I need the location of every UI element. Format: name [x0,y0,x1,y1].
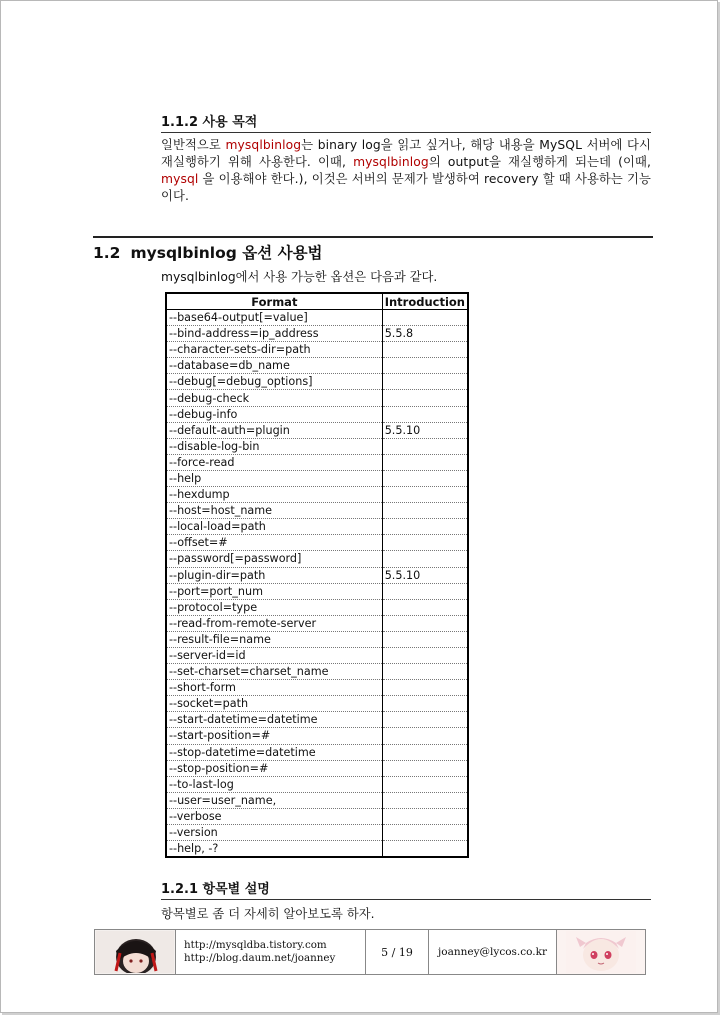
option-introduction: 5.5.10 [382,422,468,438]
table-row [166,470,468,486]
option-format: --force-read [166,454,382,470]
table-row [166,567,468,583]
table-row [166,631,468,647]
table-row [166,647,468,663]
character-portrait-icon [96,931,174,973]
option-introduction [382,454,468,470]
option-introduction [382,599,468,615]
table-row [166,487,468,503]
option-format: --hexdump [166,487,382,503]
option-format: --port=port_num [166,583,382,599]
option-format: --character-sets-dir=path [166,342,382,358]
footer-links [176,930,366,974]
option-introduction [382,390,468,406]
option-introduction [382,487,468,503]
option-introduction: 5.5.10 [382,567,468,583]
option-introduction [382,776,468,792]
option-introduction [382,470,468,486]
table-row [166,358,468,374]
options-intro: mysqlbinlog에서 사용 가능한 옵션은 다음과 같다. [161,270,438,284]
table-header-row [166,293,468,310]
option-format: --version [166,825,382,841]
table-row [166,519,468,535]
header-format: Format [166,293,382,310]
option-introduction [382,551,468,567]
table-row [166,390,468,406]
table-row [166,503,468,519]
heading-1-2 [93,241,323,263]
option-introduction [382,792,468,808]
option-format: --debug[=debug_options] [166,374,382,390]
table-row [166,744,468,760]
table-row [166,310,468,326]
option-introduction [382,438,468,454]
detail-intro: 항목별로 좀 더 자세히 알아보도록 하자. [161,907,375,921]
option-introduction: 5.5.8 [382,326,468,342]
option-introduction [382,615,468,631]
option-introduction [382,535,468,551]
table-row [166,599,468,615]
author-avatar-image [95,930,176,974]
heading-title: 사용 목적 [202,115,258,130]
option-introduction [382,519,468,535]
purpose-paragraph [161,137,651,205]
text-run: 일반적으로 [161,138,226,152]
text-run: 는 binary log을 읽고 싶거나, 해당 내용을 MySQL 서버에 다시 재실행하기 위해 사용한다. 이때, [161,138,652,169]
option-format: --to-last-log [166,776,382,792]
option-format: --database=db_name [166,358,382,374]
table-row [166,680,468,696]
heading-number: 1.1.2 [161,115,199,130]
heading-number: 1.2 [93,244,121,262]
table-row [166,342,468,358]
option-introduction [382,631,468,647]
header-introduction: Introduction [382,293,468,310]
heading-title: 항목별 설명 [202,882,270,897]
table-row [166,825,468,841]
table-row [166,776,468,792]
option-introduction [382,342,468,358]
option-format: --debug-info [166,406,382,422]
option-format: --start-datetime=datetime [166,712,382,728]
table-row [166,841,468,858]
option-format: --help [166,470,382,486]
highlight-mysql: mysql [161,172,199,186]
option-format: --debug-check [166,390,382,406]
table-row [166,374,468,390]
option-introduction [382,358,468,374]
option-format: --protocol=type [166,599,382,615]
option-introduction [382,808,468,824]
option-format: --disable-log-bin [166,438,382,454]
highlight-mysqlbinlog: mysqlbinlog [225,138,302,152]
table-row [166,454,468,470]
option-format: --bind-address=ip_address [166,326,382,342]
options-table [165,292,469,858]
option-introduction [382,406,468,422]
option-introduction [382,825,468,841]
table-row [166,406,468,422]
option-format: --plugin-dir=path [166,567,382,583]
option-format: --offset=# [166,535,382,551]
option-format: --local-load=path [166,519,382,535]
table-row [166,535,468,551]
option-format: --socket=path [166,696,382,712]
table-row [166,808,468,824]
option-format: --result-file=name [166,631,382,647]
option-format: --set-charset=charset_name [166,664,382,680]
author-email[interactable]: joanney@lycos.co.kr [429,930,557,974]
highlight-mysqlbinlog: mysqlbinlog [353,155,429,169]
option-format: --stop-position=# [166,760,382,776]
blog-link-daum[interactable]: http://blog.daum.net/joanney [184,952,336,964]
option-format: --short-form [166,680,382,696]
page-footer [94,929,646,975]
table-row [166,664,468,680]
table-row [166,551,468,567]
table-row [166,438,468,454]
option-format: --default-auth=plugin [166,422,382,438]
option-format: --base64-output[=value] [166,310,382,326]
option-format: --start-position=# [166,728,382,744]
table-row [166,583,468,599]
heading-title-ko: 옵션 사용법 [242,244,323,262]
option-format: --user=user_name, [166,792,382,808]
table-row [166,712,468,728]
option-format: --verbose [166,808,382,824]
table-row [166,422,468,438]
heading-1-2-1 [161,878,651,900]
option-format: --read-from-remote-server [166,615,382,631]
option-format: --stop-datetime=datetime [166,744,382,760]
option-introduction [382,583,468,599]
option-introduction [382,841,468,858]
page-number: 5 / 19 [366,930,429,974]
option-format: --help, -? [166,841,382,858]
table-row [166,326,468,342]
text-run: 의 output을 재실행하게 되는데 (이때, [428,155,651,169]
option-format: --server-id=id [166,647,382,663]
heading-1-1-2 [161,111,651,133]
blog-link-tistory[interactable]: http://mysqldba.tistory.com [184,939,327,951]
option-introduction [382,712,468,728]
option-introduction [382,647,468,663]
option-introduction [382,503,468,519]
heading-title-en: mysqlbinlog [130,244,237,262]
table-row [166,696,468,712]
table-row [166,760,468,776]
anime-girl-icon [566,931,636,973]
table-row [166,728,468,744]
mascot-image [557,930,645,974]
option-introduction [382,760,468,776]
option-introduction [382,728,468,744]
option-introduction [382,744,468,760]
option-format: --password[=password] [166,551,382,567]
option-format: --host=host_name [166,503,382,519]
text-run: 을 이용해야 한다.), 이것은 서버의 문제가 발생하여 recovery 할 때 사용하는 기능이다. [161,172,651,203]
option-introduction [382,310,468,326]
option-introduction [382,374,468,390]
option-introduction [382,696,468,712]
section-divider [93,236,653,238]
option-introduction [382,680,468,696]
table-row [166,615,468,631]
table-row [166,792,468,808]
heading-number: 1.2.1 [161,882,199,897]
option-introduction [382,664,468,680]
